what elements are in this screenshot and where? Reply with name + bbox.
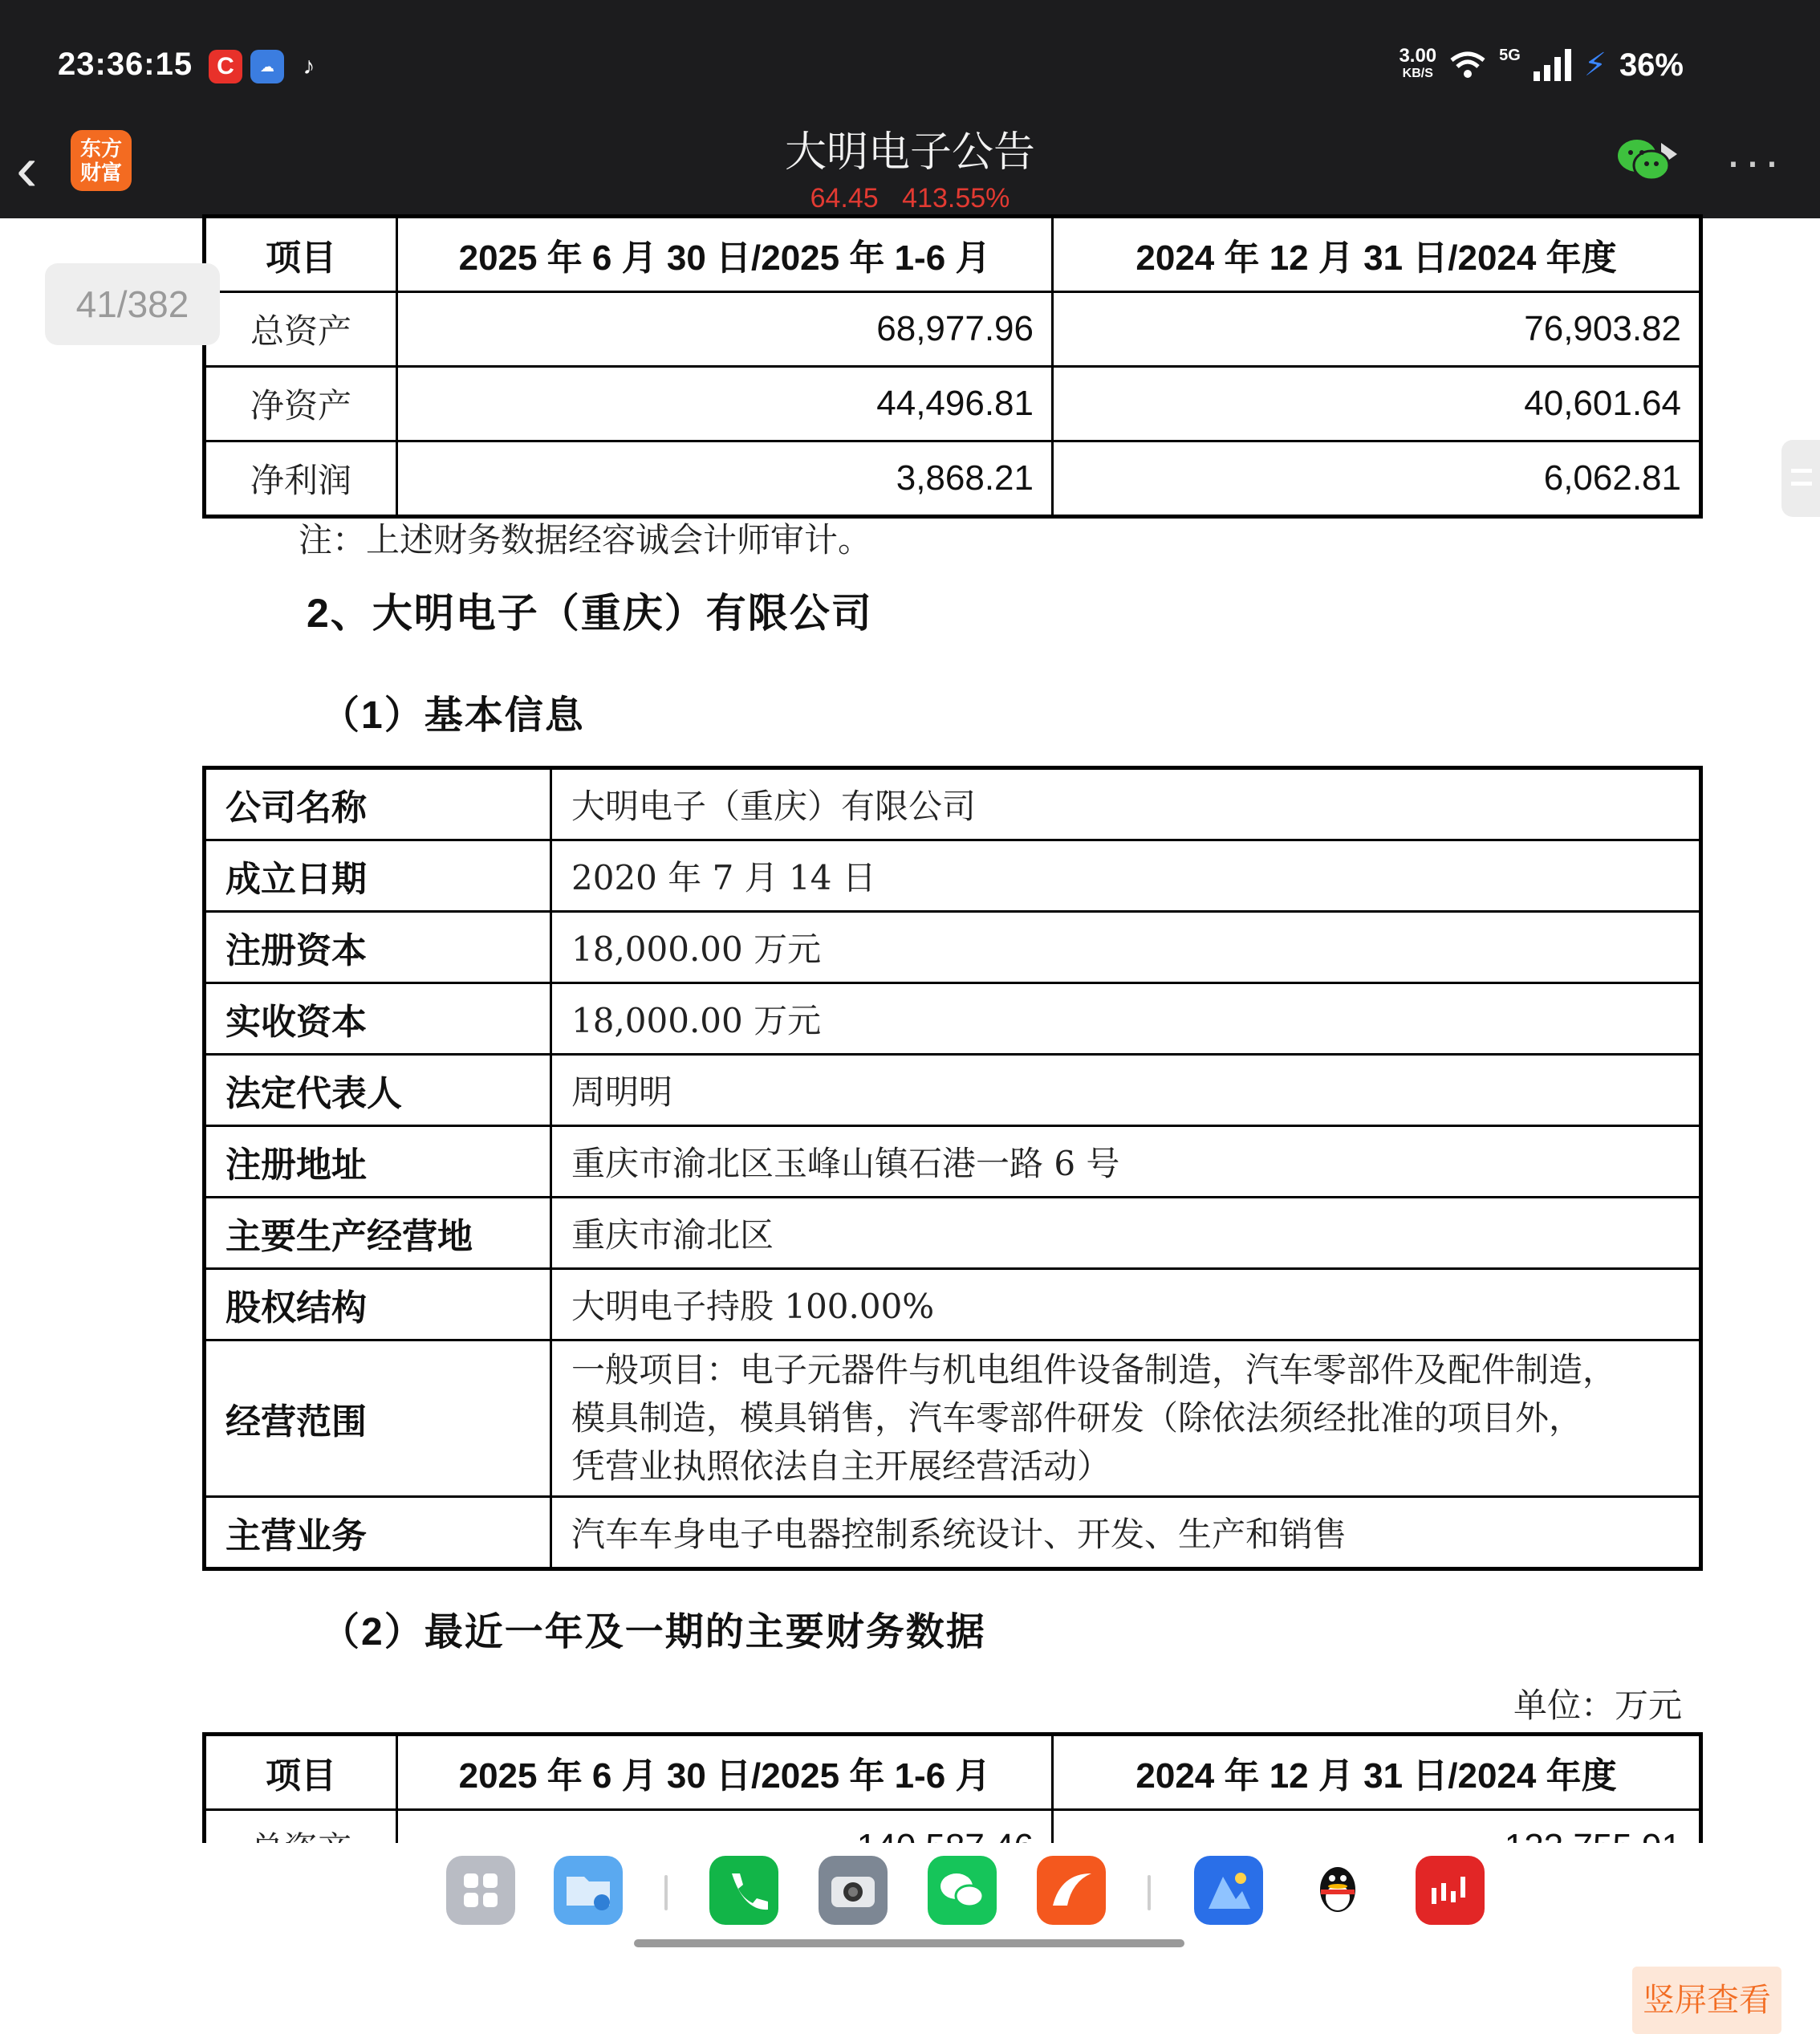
home-indicator[interactable]	[634, 1939, 1184, 1947]
header-cell: 2024 年 12 月 31 日/2024 年度	[1053, 1735, 1701, 1810]
header-cell: 2024 年 12 月 31 日/2024 年度	[1053, 217, 1701, 292]
info-key: 实收资本	[205, 983, 551, 1055]
app-drawer-icon[interactable]	[446, 1856, 515, 1925]
qq-app-icon[interactable]	[1303, 1856, 1372, 1925]
info-key: 公司名称	[205, 768, 551, 840]
row-label: 净资产	[205, 367, 397, 441]
cell-value: 6,062.81	[1053, 441, 1701, 517]
table-row	[205, 367, 1701, 441]
section-heading: 2、大明电子（重庆）有限公司	[307, 591, 873, 636]
nav-bar	[0, 120, 1820, 218]
wechat-app-icon[interactable]	[928, 1856, 997, 1925]
info-value: 周明明	[551, 1055, 1701, 1126]
row-label: 总资产	[205, 292, 397, 367]
header-cell: 2025 年 6 月 30 日/2025 年 1-6 月	[397, 217, 1053, 292]
info-key: 经营范围	[205, 1340, 551, 1497]
app-c-notification-icon: C	[209, 50, 242, 83]
table-row	[205, 912, 1701, 983]
document-viewer[interactable]	[0, 218, 1820, 2018]
basic-info-table	[202, 766, 1703, 1571]
header-cell: 项目	[205, 217, 397, 292]
cell-value: 44,496.81	[397, 367, 1053, 441]
stock-app-icon[interactable]	[1416, 1856, 1485, 1925]
table-row	[205, 768, 1701, 840]
weather-notification-icon: ☁	[250, 50, 284, 83]
info-key: 注册资本	[205, 912, 551, 983]
table-row	[205, 1126, 1701, 1198]
system-indicators	[1399, 47, 1684, 83]
info-value: 2020 年 7 月 14 日	[551, 840, 1701, 912]
cell-value: 68,977.96	[397, 292, 1053, 367]
table-row	[205, 983, 1701, 1055]
camera-app-icon[interactable]	[819, 1856, 888, 1925]
info-value: 18,000.00 万元	[551, 912, 1701, 983]
eastmoney-logo: 东方 财富	[71, 130, 132, 191]
stock-price: 64.45	[810, 183, 879, 214]
table-row	[205, 840, 1701, 912]
info-key: 主要生产经营地	[205, 1198, 551, 1269]
dock-separator	[664, 1875, 668, 1910]
app-dock	[0, 1843, 1820, 1959]
text-line: 凭营业执照依法自主开展经营活动）	[571, 1446, 1111, 1486]
table-header-row	[205, 1735, 1701, 1810]
info-value: 18,000.00 万元	[551, 983, 1701, 1055]
table-row	[205, 441, 1701, 517]
wifi-icon	[1449, 51, 1486, 79]
browser-app-icon[interactable]	[1037, 1856, 1106, 1925]
page-title: 大明电子公告	[784, 129, 1035, 176]
row-label: 净利润	[205, 441, 397, 517]
stock-title[interactable]	[669, 120, 1151, 215]
table-row	[205, 1497, 1701, 1569]
info-key: 注册地址	[205, 1126, 551, 1198]
subsection-heading-basic-info: （1）基本信息	[321, 694, 585, 737]
info-value: 汽车车身电子电器控制系统设计、开发、生产和销售	[551, 1497, 1701, 1569]
dock-separator	[1148, 1875, 1151, 1910]
cell-value: 76,903.82	[1053, 292, 1701, 367]
tiktok-notification-icon: ♪	[303, 53, 315, 79]
cell-value: 40,601.64	[1053, 367, 1701, 441]
network-type: 5G	[1499, 47, 1521, 64]
unit-label: 单位：万元	[1513, 1686, 1682, 1725]
files-app-icon[interactable]	[554, 1856, 623, 1925]
table-row	[205, 1055, 1701, 1126]
info-value: 重庆市渝北区	[551, 1198, 1701, 1269]
back-button[interactable]: ‹	[16, 132, 38, 204]
status-bar	[0, 0, 1820, 120]
signal-icon	[1534, 49, 1571, 81]
table-row	[205, 1269, 1701, 1340]
info-key: 法定代表人	[205, 1055, 551, 1126]
table-header-row	[205, 217, 1701, 292]
header-cell: 项目	[205, 1735, 397, 1810]
battery-level: 36%	[1619, 47, 1684, 83]
info-key: 主营业务	[205, 1497, 551, 1569]
info-value: 大明电子持股 100.00%	[551, 1269, 1701, 1340]
info-key: 股权结构	[205, 1269, 551, 1340]
text-line: 模具制造，模具销售，汽车零部件研发（除依法须经批准的项目外，	[571, 1398, 1583, 1438]
page-counter: 41/382	[45, 263, 220, 345]
info-value: 大明电子（重庆）有限公司	[551, 768, 1701, 840]
info-value: 重庆市渝北区玉峰山镇石港一路 6 号	[551, 1126, 1701, 1198]
info-key: 成立日期	[205, 840, 551, 912]
vertical-view-button[interactable]: 竖屏查看	[1632, 1967, 1781, 2034]
info-value-business-scope	[551, 1340, 1701, 1497]
gallery-app-icon[interactable]	[1194, 1856, 1263, 1925]
header-cell: 2025 年 6 月 30 日/2025 年 1-6 月	[397, 1735, 1053, 1810]
table-row	[205, 292, 1701, 367]
table-row	[205, 1198, 1701, 1269]
net-speed: 3.00 KB/S	[1399, 45, 1437, 80]
text-line: 一般项目：电子元器件与机电组件设备制造，汽车零部件及配件制造，	[571, 1350, 1617, 1389]
financial-table-1	[202, 214, 1703, 519]
charging-icon: ⚡	[1583, 47, 1607, 83]
stock-change: 413.55%	[902, 183, 1010, 214]
wechat-share-icon[interactable]	[1616, 138, 1671, 183]
stock-quote	[669, 181, 1151, 215]
more-icon[interactable]: ···	[1725, 134, 1783, 188]
phone-app-icon[interactable]	[709, 1856, 778, 1925]
cell-value: 3,868.21	[397, 441, 1053, 517]
audit-note: 注：上述财务数据经容诚会计师审计。	[299, 520, 872, 559]
table-row	[205, 1340, 1701, 1497]
side-scroll-handle[interactable]	[1781, 440, 1820, 517]
clock: 23:36:15	[58, 47, 193, 82]
subsection-heading-financial-data: （2）最近一年及一期的主要财务数据	[321, 1611, 986, 1654]
